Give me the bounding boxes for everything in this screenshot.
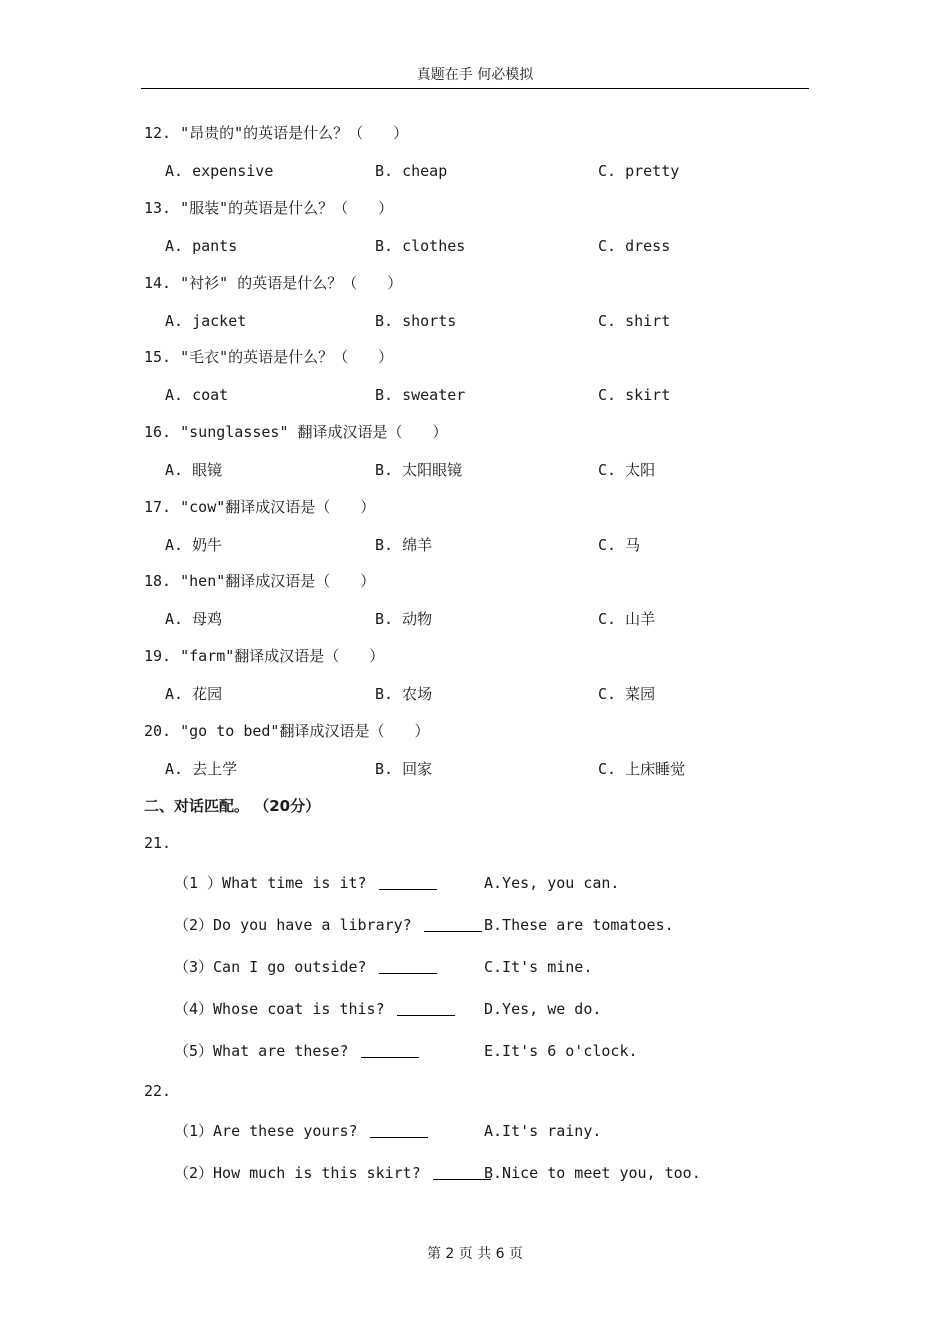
question-15-option-c: C. skirt [598, 386, 671, 404]
question-20-stem: 20. "go to bed"翻译成汉语是（ ） [144, 722, 430, 740]
question-13-option-b: B. clothes [375, 237, 466, 255]
question-18-option-b: B. 动物 [375, 610, 433, 628]
dialog-item [174, 873, 437, 893]
dialog-answer: B.These are tomatoes. [484, 916, 674, 934]
question-14-stem: 14. "衬衫" 的英语是什么？（ ） [144, 274, 403, 292]
section-title: 二、对话匹配。 （20分） [144, 797, 321, 815]
answer-blank[interactable] [379, 973, 437, 974]
question-20-option-b: B. 回家 [375, 760, 433, 778]
question-17-option-c: C. 马 [598, 536, 641, 554]
dialog-question: （1）Are these yours? [174, 1122, 358, 1140]
question-16-option-c: C. 太阳 [598, 461, 656, 479]
question-19-option-a: A. 花园 [165, 685, 223, 703]
question-15-option-b: B. sweater [375, 386, 466, 404]
question-17-option-b: B. 绵羊 [375, 536, 433, 554]
question-17-stem: 17. "cow"翻译成汉语是（ ） [144, 498, 376, 516]
dialog-item [174, 1041, 419, 1061]
dialog-question: （2）Do you have a library? [174, 916, 412, 934]
dialog-question: （4）Whose coat is this? [174, 1000, 385, 1018]
dialog-item [174, 1163, 491, 1183]
question-15-option-a: A. coat [165, 386, 229, 404]
dialog-item [174, 999, 455, 1019]
question-15-stem: 15. "毛衣"的英语是什么？（ ） [144, 348, 394, 366]
dialog-question: （3）Can I go outside? [174, 958, 367, 976]
question-13-option-a: A. pants [165, 237, 238, 255]
dialog-answer: E.It's 6 o'clock. [484, 1042, 638, 1060]
question-12-option-c: C. pretty [598, 162, 680, 180]
dialog-answer: A.Yes, you can. [484, 874, 620, 892]
dialog-item [174, 915, 482, 935]
page-header: 真题在手 何必模拟 [416, 67, 534, 83]
question-12-option-a: A. expensive [165, 162, 274, 180]
dialog-question: （1 ）What time is it? [174, 874, 367, 892]
dialog-answer: B.Nice to meet you, too. [484, 1164, 701, 1182]
dialog-question: （2）How much is this skirt? [174, 1164, 421, 1182]
dialog-answer: C.It's mine. [484, 958, 593, 976]
question-19-option-c: C. 菜园 [598, 685, 656, 703]
question-16-option-a: A. 眼镜 [165, 461, 223, 479]
question-12-option-b: B. cheap [375, 162, 448, 180]
question-14-option-a: A. jacket [165, 312, 247, 330]
dialog-question: （5）What are these? [174, 1042, 349, 1060]
answer-blank[interactable] [424, 931, 482, 932]
question-18-option-c: C. 山羊 [598, 610, 656, 628]
question-13-option-c: C. dress [598, 237, 671, 255]
question-14-option-b: B. shorts [375, 312, 457, 330]
dialog-answer: D.Yes, we do. [484, 1000, 602, 1018]
question-19-stem: 19. "farm"翻译成汉语是（ ） [144, 647, 385, 665]
answer-blank[interactable] [379, 889, 437, 890]
question-21-number: 21. [144, 834, 172, 852]
dialog-item [174, 957, 437, 977]
page-footer: 第 2 页 共 6 页 [426, 1246, 524, 1262]
question-16-option-b: B. 太阳眼镜 [375, 461, 463, 479]
dialog-item [174, 1121, 428, 1141]
answer-blank[interactable] [361, 1057, 419, 1058]
question-18-option-a: A. 母鸡 [165, 610, 223, 628]
header-divider [141, 88, 809, 89]
question-22-number: 22. [144, 1082, 172, 1100]
question-17-option-a: A. 奶牛 [165, 536, 223, 554]
question-20-option-c: C. 上床睡觉 [598, 760, 686, 778]
question-20-option-a: A. 去上学 [165, 760, 238, 778]
answer-blank[interactable] [370, 1137, 428, 1138]
question-18-stem: 18. "hen"翻译成汉语是（ ） [144, 572, 376, 590]
question-13-stem: 13. "服装"的英语是什么？（ ） [144, 199, 394, 217]
question-12-stem: 12. "昂贵的"的英语是什么？（ ） [144, 124, 409, 142]
answer-blank[interactable] [433, 1179, 491, 1180]
answer-blank[interactable] [397, 1015, 455, 1016]
question-16-stem: 16. "sunglasses" 翻译成汉语是（ ） [144, 423, 448, 441]
question-19-option-b: B. 农场 [375, 685, 433, 703]
dialog-answer: A.It's rainy. [484, 1122, 602, 1140]
question-14-option-c: C. shirt [598, 312, 671, 330]
